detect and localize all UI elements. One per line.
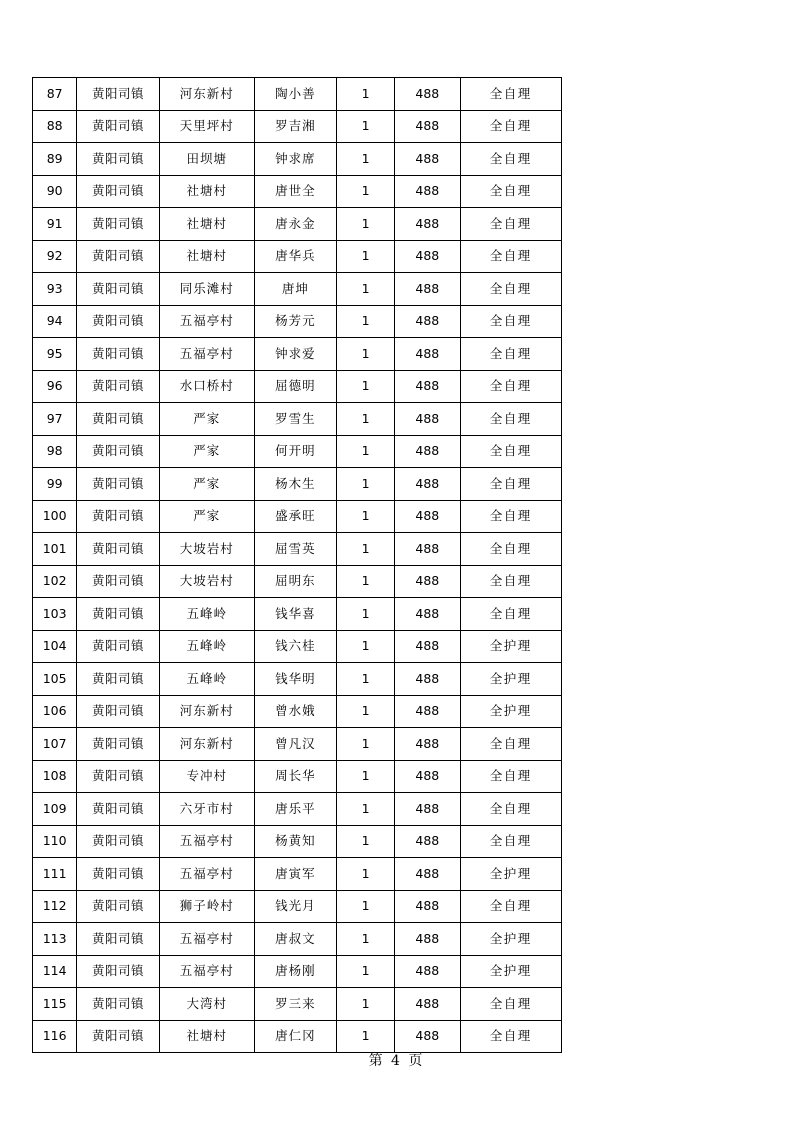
- cell-count: 1: [337, 175, 395, 208]
- cell-name: 陶小善: [254, 78, 336, 111]
- table-row: [33, 695, 562, 728]
- table-row: [33, 760, 562, 793]
- cell-village: 五峰岭: [159, 663, 254, 696]
- cell-village: 五福亭村: [159, 858, 254, 891]
- cell-village: 五福亭村: [159, 338, 254, 371]
- cell-count: 1: [337, 370, 395, 403]
- table-row: [33, 988, 562, 1021]
- cell-town: 黄阳司镇: [77, 175, 159, 208]
- cell-village: 社塘村: [159, 208, 254, 241]
- cell-index: 112: [33, 890, 77, 923]
- cell-village: 五福亭村: [159, 305, 254, 338]
- cell-amount: 488: [395, 663, 460, 696]
- cell-amount: 488: [395, 858, 460, 891]
- cell-count: 1: [337, 630, 395, 663]
- cell-village: 社塘村: [159, 175, 254, 208]
- cell-count: 1: [337, 468, 395, 501]
- cell-village: 严家: [159, 500, 254, 533]
- cell-index: 101: [33, 533, 77, 566]
- cell-amount: 488: [395, 175, 460, 208]
- cell-type: 全自理: [460, 500, 561, 533]
- table-row: [33, 143, 562, 176]
- cell-count: 1: [337, 500, 395, 533]
- cell-town: 黄阳司镇: [77, 988, 159, 1021]
- table-row: [33, 500, 562, 533]
- cell-amount: 488: [395, 110, 460, 143]
- cell-town: 黄阳司镇: [77, 793, 159, 826]
- cell-index: 90: [33, 175, 77, 208]
- cell-town: 黄阳司镇: [77, 565, 159, 598]
- cell-town: 黄阳司镇: [77, 923, 159, 956]
- cell-type: 全护理: [460, 630, 561, 663]
- cell-name: 罗雪生: [254, 403, 336, 436]
- cell-index: 99: [33, 468, 77, 501]
- cell-town: 黄阳司镇: [77, 110, 159, 143]
- cell-village: 专冲村: [159, 760, 254, 793]
- cell-village: 天里坪村: [159, 110, 254, 143]
- cell-index: 107: [33, 728, 77, 761]
- cell-amount: 488: [395, 630, 460, 663]
- cell-town: 黄阳司镇: [77, 630, 159, 663]
- table-row: [33, 338, 562, 371]
- cell-amount: 488: [395, 760, 460, 793]
- cell-village: 河东新村: [159, 728, 254, 761]
- cell-amount: 488: [395, 78, 460, 111]
- cell-town: 黄阳司镇: [77, 370, 159, 403]
- cell-name: 罗三来: [254, 988, 336, 1021]
- cell-village: 同乐滩村: [159, 273, 254, 306]
- cell-index: 91: [33, 208, 77, 241]
- cell-type: 全自理: [460, 793, 561, 826]
- cell-type: 全自理: [460, 338, 561, 371]
- cell-type: 全自理: [460, 890, 561, 923]
- cell-count: 1: [337, 988, 395, 1021]
- cell-count: 1: [337, 760, 395, 793]
- cell-name: 唐乐平: [254, 793, 336, 826]
- cell-amount: 488: [395, 565, 460, 598]
- cell-count: 1: [337, 695, 395, 728]
- cell-amount: 488: [395, 338, 460, 371]
- cell-index: 109: [33, 793, 77, 826]
- cell-name: 钱光月: [254, 890, 336, 923]
- cell-village: 河东新村: [159, 695, 254, 728]
- cell-type: 全自理: [460, 305, 561, 338]
- cell-name: 钱华喜: [254, 598, 336, 631]
- cell-name: 唐永金: [254, 208, 336, 241]
- table-row: [33, 663, 562, 696]
- cell-village: 狮子岭村: [159, 890, 254, 923]
- cell-index: 98: [33, 435, 77, 468]
- cell-village: 五峰岭: [159, 598, 254, 631]
- cell-amount: 488: [395, 533, 460, 566]
- cell-amount: 488: [395, 728, 460, 761]
- roster-table-container: [32, 77, 562, 1053]
- table-row: [33, 728, 562, 761]
- cell-index: 110: [33, 825, 77, 858]
- cell-type: 全自理: [460, 760, 561, 793]
- cell-village: 大坡岩村: [159, 533, 254, 566]
- cell-town: 黄阳司镇: [77, 858, 159, 891]
- cell-village: 五福亭村: [159, 955, 254, 988]
- cell-name: 曾凡汉: [254, 728, 336, 761]
- cell-town: 黄阳司镇: [77, 305, 159, 338]
- cell-village: 大坡岩村: [159, 565, 254, 598]
- cell-type: 全自理: [460, 988, 561, 1021]
- cell-name: 屈明东: [254, 565, 336, 598]
- cell-count: 1: [337, 208, 395, 241]
- cell-count: 1: [337, 338, 395, 371]
- table-row: [33, 793, 562, 826]
- cell-type: 全护理: [460, 695, 561, 728]
- table-row: [33, 305, 562, 338]
- cell-amount: 488: [395, 695, 460, 728]
- cell-type: 全自理: [460, 565, 561, 598]
- cell-index: 105: [33, 663, 77, 696]
- cell-index: 89: [33, 143, 77, 176]
- cell-name: 杨木生: [254, 468, 336, 501]
- cell-village: 严家: [159, 403, 254, 436]
- cell-town: 黄阳司镇: [77, 890, 159, 923]
- cell-name: 曾水娥: [254, 695, 336, 728]
- cell-name: 杨芳元: [254, 305, 336, 338]
- cell-index: 100: [33, 500, 77, 533]
- cell-type: 全护理: [460, 858, 561, 891]
- table-row: [33, 955, 562, 988]
- table-row: [33, 825, 562, 858]
- cell-count: 1: [337, 110, 395, 143]
- cell-town: 黄阳司镇: [77, 435, 159, 468]
- cell-type: 全自理: [460, 143, 561, 176]
- cell-village: 社塘村: [159, 1020, 254, 1053]
- cell-name: 周长华: [254, 760, 336, 793]
- cell-amount: 488: [395, 1020, 460, 1053]
- cell-amount: 488: [395, 890, 460, 923]
- cell-name: 唐杨刚: [254, 955, 336, 988]
- cell-index: 115: [33, 988, 77, 1021]
- cell-amount: 488: [395, 825, 460, 858]
- cell-index: 102: [33, 565, 77, 598]
- cell-amount: 488: [395, 208, 460, 241]
- cell-amount: 488: [395, 955, 460, 988]
- cell-name: 唐世全: [254, 175, 336, 208]
- cell-amount: 488: [395, 468, 460, 501]
- cell-town: 黄阳司镇: [77, 468, 159, 501]
- cell-index: 116: [33, 1020, 77, 1053]
- cell-type: 全自理: [460, 403, 561, 436]
- cell-town: 黄阳司镇: [77, 598, 159, 631]
- cell-type: 全自理: [460, 240, 561, 273]
- cell-index: 108: [33, 760, 77, 793]
- cell-name: 唐叔文: [254, 923, 336, 956]
- cell-type: 全自理: [460, 598, 561, 631]
- cell-town: 黄阳司镇: [77, 240, 159, 273]
- cell-town: 黄阳司镇: [77, 663, 159, 696]
- roster-table: [32, 77, 562, 1053]
- cell-name: 罗吉湘: [254, 110, 336, 143]
- cell-type: 全自理: [460, 728, 561, 761]
- cell-count: 1: [337, 793, 395, 826]
- cell-type: 全自理: [460, 370, 561, 403]
- cell-village: 田坝塘: [159, 143, 254, 176]
- cell-count: 1: [337, 663, 395, 696]
- table-row: [33, 240, 562, 273]
- cell-name: 杨黄知: [254, 825, 336, 858]
- cell-town: 黄阳司镇: [77, 208, 159, 241]
- cell-index: 88: [33, 110, 77, 143]
- cell-type: 全自理: [460, 1020, 561, 1053]
- table-row: [33, 273, 562, 306]
- table-row: [33, 565, 562, 598]
- cell-type: 全自理: [460, 208, 561, 241]
- cell-amount: 488: [395, 500, 460, 533]
- cell-count: 1: [337, 533, 395, 566]
- cell-name: 钟求席: [254, 143, 336, 176]
- cell-type: 全自理: [460, 175, 561, 208]
- table-row: [33, 175, 562, 208]
- cell-index: 96: [33, 370, 77, 403]
- cell-index: 94: [33, 305, 77, 338]
- cell-name: 唐仁冈: [254, 1020, 336, 1053]
- cell-count: 1: [337, 858, 395, 891]
- cell-name: 钱六桂: [254, 630, 336, 663]
- cell-amount: 488: [395, 598, 460, 631]
- cell-village: 水口桥村: [159, 370, 254, 403]
- cell-name: 何开明: [254, 435, 336, 468]
- table-row: [33, 403, 562, 436]
- table-row: [33, 923, 562, 956]
- cell-count: 1: [337, 598, 395, 631]
- table-row: [33, 598, 562, 631]
- cell-type: 全自理: [460, 533, 561, 566]
- cell-count: 1: [337, 78, 395, 111]
- cell-amount: 488: [395, 240, 460, 273]
- table-row: [33, 435, 562, 468]
- table-row: [33, 858, 562, 891]
- cell-index: 111: [33, 858, 77, 891]
- cell-village: 严家: [159, 435, 254, 468]
- cell-index: 103: [33, 598, 77, 631]
- cell-amount: 488: [395, 273, 460, 306]
- cell-name: 唐寅军: [254, 858, 336, 891]
- cell-village: 社塘村: [159, 240, 254, 273]
- cell-type: 全护理: [460, 663, 561, 696]
- cell-name: 唐华兵: [254, 240, 336, 273]
- cell-index: 93: [33, 273, 77, 306]
- table-row: [33, 370, 562, 403]
- cell-amount: 488: [395, 305, 460, 338]
- cell-type: 全护理: [460, 955, 561, 988]
- cell-village: 五福亭村: [159, 825, 254, 858]
- table-row: [33, 468, 562, 501]
- cell-amount: 488: [395, 370, 460, 403]
- cell-village: 五福亭村: [159, 923, 254, 956]
- cell-count: 1: [337, 435, 395, 468]
- cell-amount: 488: [395, 435, 460, 468]
- cell-index: 104: [33, 630, 77, 663]
- cell-amount: 488: [395, 923, 460, 956]
- cell-village: 大湾村: [159, 988, 254, 1021]
- cell-type: 全护理: [460, 923, 561, 956]
- cell-count: 1: [337, 305, 395, 338]
- cell-index: 114: [33, 955, 77, 988]
- cell-town: 黄阳司镇: [77, 143, 159, 176]
- cell-count: 1: [337, 240, 395, 273]
- cell-count: 1: [337, 1020, 395, 1053]
- cell-count: 1: [337, 890, 395, 923]
- cell-town: 黄阳司镇: [77, 338, 159, 371]
- cell-town: 黄阳司镇: [77, 760, 159, 793]
- cell-index: 92: [33, 240, 77, 273]
- cell-type: 全自理: [460, 825, 561, 858]
- cell-town: 黄阳司镇: [77, 955, 159, 988]
- table-row: [33, 78, 562, 111]
- cell-type: 全自理: [460, 110, 561, 143]
- cell-name: 屈雪英: [254, 533, 336, 566]
- table-row: [33, 110, 562, 143]
- cell-amount: 488: [395, 793, 460, 826]
- table-row: [33, 1020, 562, 1053]
- cell-name: 钱华明: [254, 663, 336, 696]
- cell-index: 97: [33, 403, 77, 436]
- cell-town: 黄阳司镇: [77, 403, 159, 436]
- cell-count: 1: [337, 143, 395, 176]
- cell-town: 黄阳司镇: [77, 533, 159, 566]
- cell-index: 95: [33, 338, 77, 371]
- table-row: [33, 533, 562, 566]
- cell-name: 屈德明: [254, 370, 336, 403]
- cell-count: 1: [337, 273, 395, 306]
- page-footer: 第 4 页: [368, 1053, 425, 1069]
- cell-count: 1: [337, 728, 395, 761]
- cell-name: 唐坤: [254, 273, 336, 306]
- cell-town: 黄阳司镇: [77, 273, 159, 306]
- cell-village: 河东新村: [159, 78, 254, 111]
- cell-town: 黄阳司镇: [77, 825, 159, 858]
- cell-village: 六牙市村: [159, 793, 254, 826]
- cell-amount: 488: [395, 143, 460, 176]
- cell-amount: 488: [395, 403, 460, 436]
- cell-count: 1: [337, 403, 395, 436]
- cell-amount: 488: [395, 988, 460, 1021]
- table-row: [33, 890, 562, 923]
- cell-index: 113: [33, 923, 77, 956]
- cell-count: 1: [337, 565, 395, 598]
- cell-index: 87: [33, 78, 77, 111]
- cell-village: 严家: [159, 468, 254, 501]
- table-row: [33, 630, 562, 663]
- table-row: [33, 208, 562, 241]
- roster-table-body: [33, 78, 562, 1053]
- cell-village: 五峰岭: [159, 630, 254, 663]
- cell-index: 106: [33, 695, 77, 728]
- cell-count: 1: [337, 825, 395, 858]
- cell-type: 全自理: [460, 273, 561, 306]
- cell-type: 全自理: [460, 78, 561, 111]
- cell-town: 黄阳司镇: [77, 500, 159, 533]
- cell-name: 钟求爱: [254, 338, 336, 371]
- cell-town: 黄阳司镇: [77, 78, 159, 111]
- cell-town: 黄阳司镇: [77, 728, 159, 761]
- cell-name: 盛承旺: [254, 500, 336, 533]
- cell-count: 1: [337, 923, 395, 956]
- cell-town: 黄阳司镇: [77, 695, 159, 728]
- cell-town: 黄阳司镇: [77, 1020, 159, 1053]
- cell-type: 全自理: [460, 468, 561, 501]
- cell-type: 全自理: [460, 435, 561, 468]
- cell-count: 1: [337, 955, 395, 988]
